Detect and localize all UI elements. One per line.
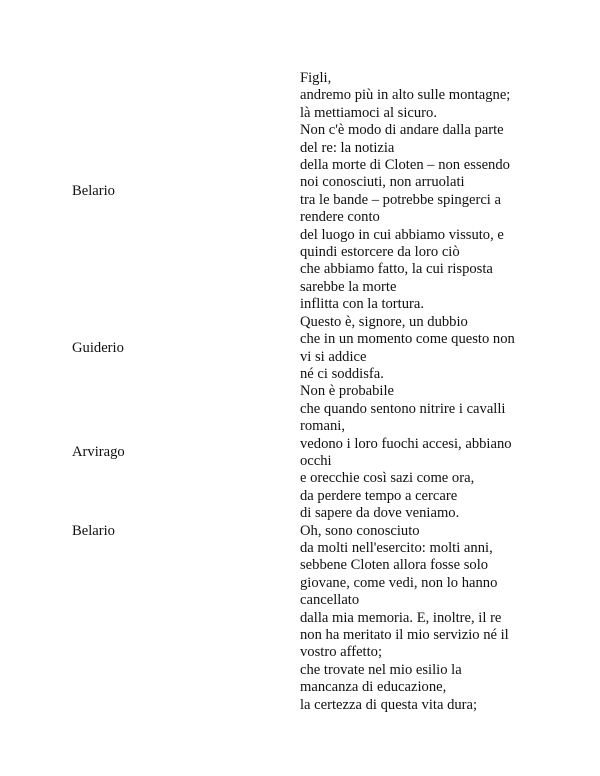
speech-line: che abbiamo fatto, la cui risposta <box>300 261 493 278</box>
speech-text <box>300 383 532 522</box>
speech-line: occhi <box>300 452 332 469</box>
speech-text <box>300 70 532 314</box>
speech-line: cancellato <box>300 592 360 609</box>
speech-line: da perdere tempo a cercare <box>300 487 458 504</box>
speech-line: giovane, come vedi, non lo hanno <box>300 574 498 591</box>
speech-text <box>300 314 532 384</box>
dialogue-row <box>72 523 532 714</box>
speaker-name: Guiderio <box>72 340 124 356</box>
speech-line: romani, <box>300 418 345 435</box>
speech-line: andremo più in alto sulle montagne; <box>300 87 511 104</box>
speech-line: che in un momento come questo non <box>300 331 515 348</box>
dialogue-table <box>72 70 532 714</box>
speech-line: vostro affetto; <box>300 644 383 661</box>
speech-line: da molti nell'esercito: molti anni, <box>300 539 493 556</box>
dialogue-row <box>72 70 532 314</box>
speech-line: e orecchie così sazi come ora, <box>300 470 475 487</box>
speech-line: del luogo in cui abbiamo vissuto, e <box>300 226 504 243</box>
speaker-name: Arvirago <box>72 444 125 461</box>
speech-line: tra le bande – potrebbe spingerci a <box>300 191 501 208</box>
speech-line: che quando sentono nitrire i cavalli <box>300 400 506 417</box>
speech-line: Questo è, signore, un dubbio <box>300 313 468 330</box>
speaker-name: Belario <box>72 522 115 539</box>
speech-line: noi conosciuti, non arruolati <box>300 174 465 191</box>
speech-line: Oh, sono conosciuto <box>300 522 420 539</box>
speech-line: della morte di Cloten – non essendo <box>300 157 510 174</box>
speech-line: Non c'è modo di andare dalla parte <box>300 122 504 139</box>
speech-text <box>300 523 532 714</box>
speech-line: Figli, <box>300 70 332 86</box>
speech-line: quindi estorcere da loro ciò <box>300 244 460 261</box>
speech-line: vedono i loro fuochi accesi, abbiano <box>300 435 512 452</box>
speech-line: né ci soddisfa. <box>300 365 384 382</box>
dialogue-row <box>72 314 532 384</box>
speaker-name: Belario <box>72 183 115 200</box>
speech-line: inflitta con la tortura. <box>300 296 425 313</box>
dialogue-row <box>72 383 532 522</box>
speech-line: là mettiamoci al sicuro. <box>300 104 437 121</box>
speech-line: mancanza di educazione, <box>300 679 447 696</box>
dialogue-body <box>72 70 532 714</box>
speech-line: sarebbe la morte <box>300 278 397 295</box>
speech-line: Non è probabile <box>300 383 395 400</box>
speech-line: la certezza di questa vita dura; <box>300 696 478 713</box>
speech-line: sebbene Cloten allora fosse solo <box>300 557 489 574</box>
speech-line: vi si addice <box>300 348 367 365</box>
speech-line: rendere conto <box>300 209 380 226</box>
speech-line: dalla mia memoria. E, inoltre, il re <box>300 609 502 626</box>
speech-line: di sapere da dove veniamo. <box>300 505 460 522</box>
speech-line: che trovate nel mio esilio la <box>300 661 462 678</box>
speech-line: non ha meritato il mio servizio né il <box>300 627 509 643</box>
speech-line: del re: la notizia <box>300 139 395 156</box>
